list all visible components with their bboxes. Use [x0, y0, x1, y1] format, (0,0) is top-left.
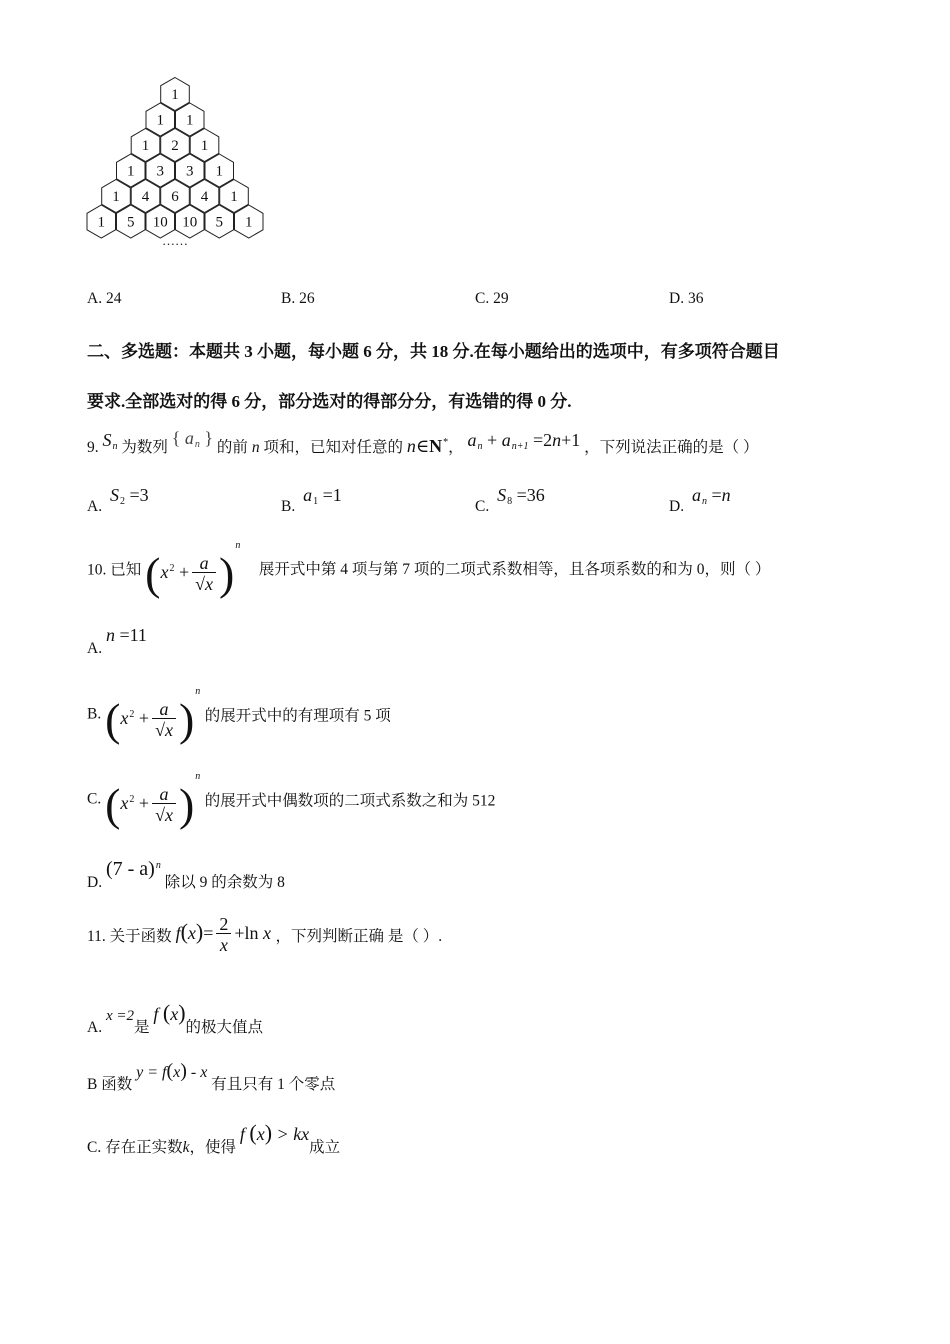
hexagon-value: 1: [156, 112, 164, 129]
question-9: 9. $S_n$ 为数列 { $a_n$ } 的前 n 项和，已知对任意的 n∈N*， $a_n + a_{n+1} =2n+1$ ，下列说法正确的是（ ）: [87, 428, 759, 456]
q10-text: 展开式中第 4 项与第 7 项的二项式系数相等，且各项系数的和为 0，则（ ）: [258, 561, 771, 579]
q8-option-c[interactable]: C. 29: [475, 290, 509, 307]
q11-function: f(x)= $\frac{2}{x}$ +ln x: [175, 914, 272, 955]
q10-option-c[interactable]: C. ($x^2$ + $\frac{a}{√x}$ )$^n$ 的展开式中偶数项的二项式系数之和为 512: [87, 771, 496, 830]
hexagon-value: 4: [141, 189, 150, 205]
q10-option-b[interactable]: B. ($x^2$ + $\frac{a}{√x}$ )$^n$ 的展开式中的有理项有 5 项: [87, 686, 391, 745]
q9-sequence: { $a_n$ }: [171, 428, 214, 450]
q9-S: $S_n$: [102, 430, 118, 452]
q9-text4: ，下列说法正确的是（ ）: [584, 439, 759, 456]
hexagon-value: 1: [186, 112, 194, 129]
hexagon-value: 5: [127, 214, 135, 231]
q9-text1: 为数列: [121, 439, 168, 456]
q10-option-a[interactable]: A. n =11: [87, 625, 147, 657]
hexagon-value: 3: [186, 163, 194, 180]
question-10: [87, 540, 770, 597]
hexagon-value: 1: [97, 214, 105, 231]
pascal-hexagon-triangle: [80, 70, 280, 260]
hexagon-value: 1: [127, 163, 135, 180]
pascal-ellipsis: ……: [162, 233, 188, 248]
q9-recurrence: $a_n + a_{n+1} =2n+1$: [467, 430, 581, 452]
hexagon-value: 1: [200, 138, 209, 154]
hexagon-value: 1: [230, 189, 238, 205]
hexagon-value: 3: [156, 163, 164, 180]
q9-text3: 项和，已知对任意的: [263, 439, 403, 456]
q9-number: 9.: [87, 439, 99, 456]
hexagon-value: 10: [152, 214, 168, 231]
hexagon-value: 1: [112, 189, 120, 205]
section2-header-line1: 二、多选题：本题共 3 小题，每小题 6 分，共 18 分.在每小题给出的选项中，有多项符合题目: [87, 342, 780, 361]
hexagon-value: 4: [200, 189, 209, 205]
hexagon-value: 6: [171, 189, 179, 205]
q11-option-b[interactable]: B 函数 y = f(x) - x 有且只有 1 个零点: [87, 1060, 336, 1093]
hexagon-value: 1: [215, 163, 223, 180]
hexagon-value: 2: [171, 138, 179, 154]
hexagon-value: 1: [141, 138, 150, 154]
q10-binomial: ($x^2$ + $\frac{a}{√x}$ )$^n$: [145, 540, 241, 599]
q11-text: ，下列判断正确 是（ ）.: [275, 928, 443, 945]
hexagon-value: 10: [182, 214, 198, 231]
hexagon-value: 1: [245, 214, 253, 231]
q8-option-a[interactable]: A. 24: [87, 290, 122, 307]
q11-number: 11. 关于函数: [87, 928, 172, 945]
q9-option-b[interactable]: B. $a_1 =1$: [281, 485, 342, 515]
q9-option-c[interactable]: C. $S_8 =36$: [475, 485, 545, 515]
q10-number: 10. 已知: [87, 561, 142, 579]
q10-option-d[interactable]: D. (7 - a)$^n$ 除以 9 的余数为 8: [87, 858, 285, 891]
q9-option-d[interactable]: D. $a_n =n$: [669, 485, 731, 515]
q8-option-b[interactable]: B. 26: [281, 290, 315, 307]
hexagon-value: 5: [215, 214, 223, 231]
q9-n: n: [251, 439, 260, 456]
question-11: [87, 915, 442, 955]
hexagon-value: 1: [171, 87, 179, 103]
section2-header-line2: 要求.全部选对的得 6 分，部分选对的得部分分，有选错的得 0 分.: [87, 392, 572, 411]
q8-option-d[interactable]: D. 36: [669, 290, 704, 307]
q9-option-a[interactable]: A. $S_2 =3$: [87, 485, 149, 515]
q9-text2: 的前: [216, 439, 248, 456]
q11-option-a[interactable]: A. x =2是 f (x)的极大值点: [87, 1000, 264, 1036]
q11-option-c[interactable]: C. 存在正实数k，使得 f (x) > kx成立: [87, 1120, 341, 1156]
q9-condition: n∈N*: [406, 436, 449, 456]
